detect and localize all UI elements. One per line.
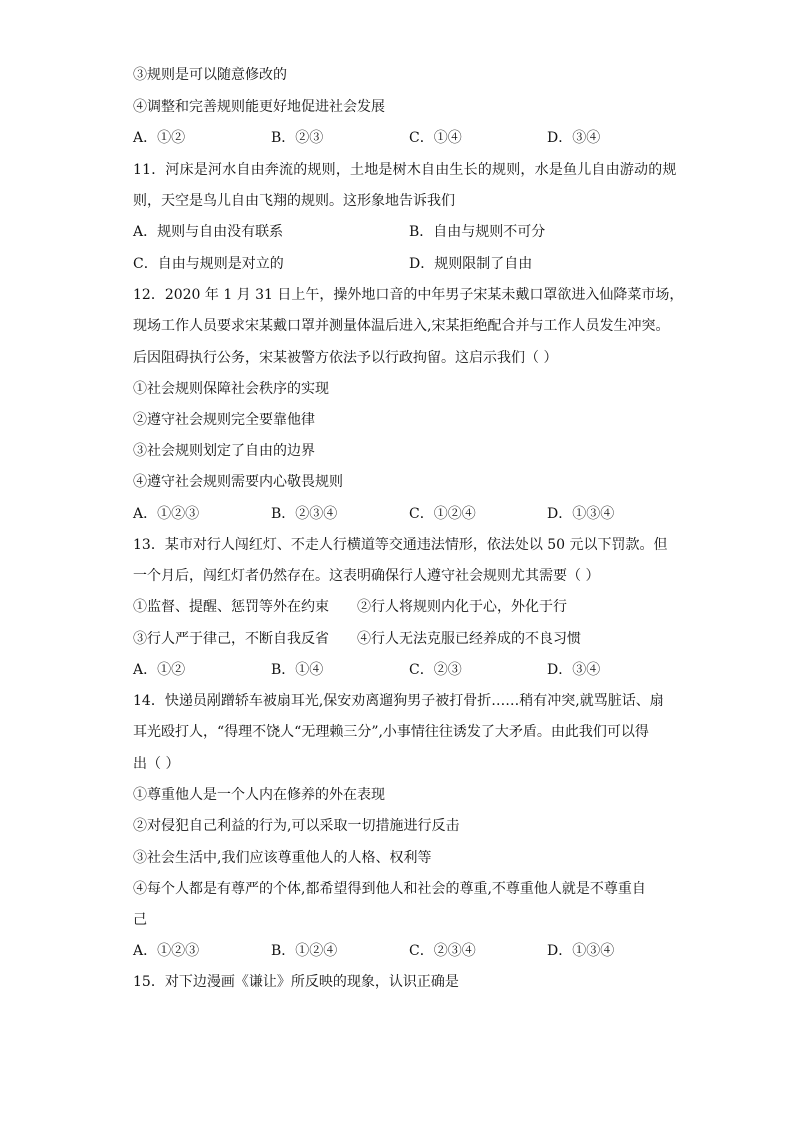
q12-answer-c: C．①②④ (409, 506, 476, 522)
q12-answer-a: A．①②③ (133, 506, 200, 522)
q14-answer-b: B．①②④ (271, 943, 338, 959)
q14-answer-a: A．①②③ (133, 943, 200, 959)
q13-answer-d: D．③④ (547, 662, 601, 678)
q14-answer-c: C．②③④ (409, 943, 476, 959)
q10-answer-c: C．①④ (409, 130, 462, 146)
q10-answer-b: B．②③ (271, 130, 324, 146)
q13-stem-line-2: 一个月后，闯红灯者仍然存在。这表明确保行人遵守社会规则尤其需要（ ） (133, 568, 600, 584)
q13-answer-b: B．①④ (271, 662, 324, 678)
q11-stem-line-2: 则，天空是鸟儿自由飞翔的规则。这形象地告诉我们 (133, 193, 455, 209)
q14-stem-line-3: 出（ ） (133, 756, 180, 772)
q12-answer-b: B．②③④ (271, 506, 338, 522)
q14-stem-line-2: 耳光殴打人，“得理不饶人“无理赖三分”,小事情往往诱发了大矛盾。由此我们可以得 (133, 724, 649, 740)
q14-option-3: ③社会生活中,我们应该尊重他人的人格、权利等 (133, 850, 432, 866)
q11-answer-d: D．规则限制了自由 (409, 256, 533, 272)
q14-answer-d: D．①③④ (547, 943, 615, 959)
q13-option-2: ②行人将规则内化于心，外化于行 (357, 599, 567, 615)
q13-stem-line-1: 13．某市对行人闯红灯、不走人行横道等交通违法情形，依法处以 50 元以下罚款。但 (133, 537, 668, 553)
q11-answer-b: B．自由与规则不可分 (409, 224, 546, 240)
q10-option-4: ④调整和完善规则能更好地促进社会发展 (133, 99, 385, 115)
q14-option-4-line-1: ④每个人都是有尊严的个体,都希望得到他人和社会的尊重,不尊重他人就是不尊重自 (133, 881, 646, 897)
q14-stem-line-1: 14．快递员剐蹭轿车被扇耳光,保安劝离遛狗男子被打骨折……稍有冲突,就骂脏话、扇 (133, 693, 664, 709)
q14-option-4-line-2: 己 (133, 912, 147, 928)
q15-stem-line-1: 15．对下边漫画《谦让》所反映的现象，认识正确是 (133, 974, 459, 990)
q14-option-1: ①尊重他人是一个人内在修养的外在表现 (133, 787, 385, 803)
q10-option-3: ③规则是可以随意修改的 (133, 67, 287, 83)
q12-stem-line-1: 12．2020 年 1 月 31 日上午，操外地口音的中年男子宋某未戴口罩欲进入仙降菜市场， (133, 287, 684, 303)
q10-answer-d: D．③④ (547, 130, 601, 146)
q13-answer-c: C．②③ (409, 662, 462, 678)
q12-option-1: ①社会规则保障社会秩序的实现 (133, 381, 329, 397)
q13-option-4: ④行人无法克服已经养成的不良习惯 (357, 631, 581, 647)
q12-stem-line-3: 后因阻碍执行公务，宋某被警方依法予以行政拘留。这启示我们（ ） (133, 350, 558, 366)
q11-answer-c: C．自由与规则是对立的 (133, 256, 284, 272)
q12-stem-line-2: 现场工作人员要求宋某戴口罩并测量体温后进入,宋某拒绝配合并与工作人员发生冲突。 (133, 318, 670, 334)
q11-stem-line-1: 11．河床是河水自由奔流的规则，土地是树木自由生长的规则，水是鱼儿自由游动的规 (133, 162, 677, 178)
q13-option-3: ③行人严于律己，不断自我反省 (133, 631, 329, 647)
q12-answer-d: D．①③④ (547, 506, 615, 522)
q13-answer-a: A．①② (133, 662, 186, 678)
q10-answer-a: A．①② (133, 130, 186, 146)
q12-option-4: ④遵守社会规则需要内心敬畏规则 (133, 474, 343, 490)
q14-option-2: ②对侵犯自己利益的行为,可以采取一切措施进行反击 (133, 818, 460, 834)
q12-option-2: ②遵守社会规则完全要靠他律 (133, 412, 315, 428)
q13-option-1: ①监督、提醒、惩罚等外在约束 (133, 599, 329, 615)
q12-option-3: ③社会规则划定了自由的边界 (133, 443, 315, 459)
q11-answer-a: A．规则与自由没有联系 (133, 224, 284, 240)
